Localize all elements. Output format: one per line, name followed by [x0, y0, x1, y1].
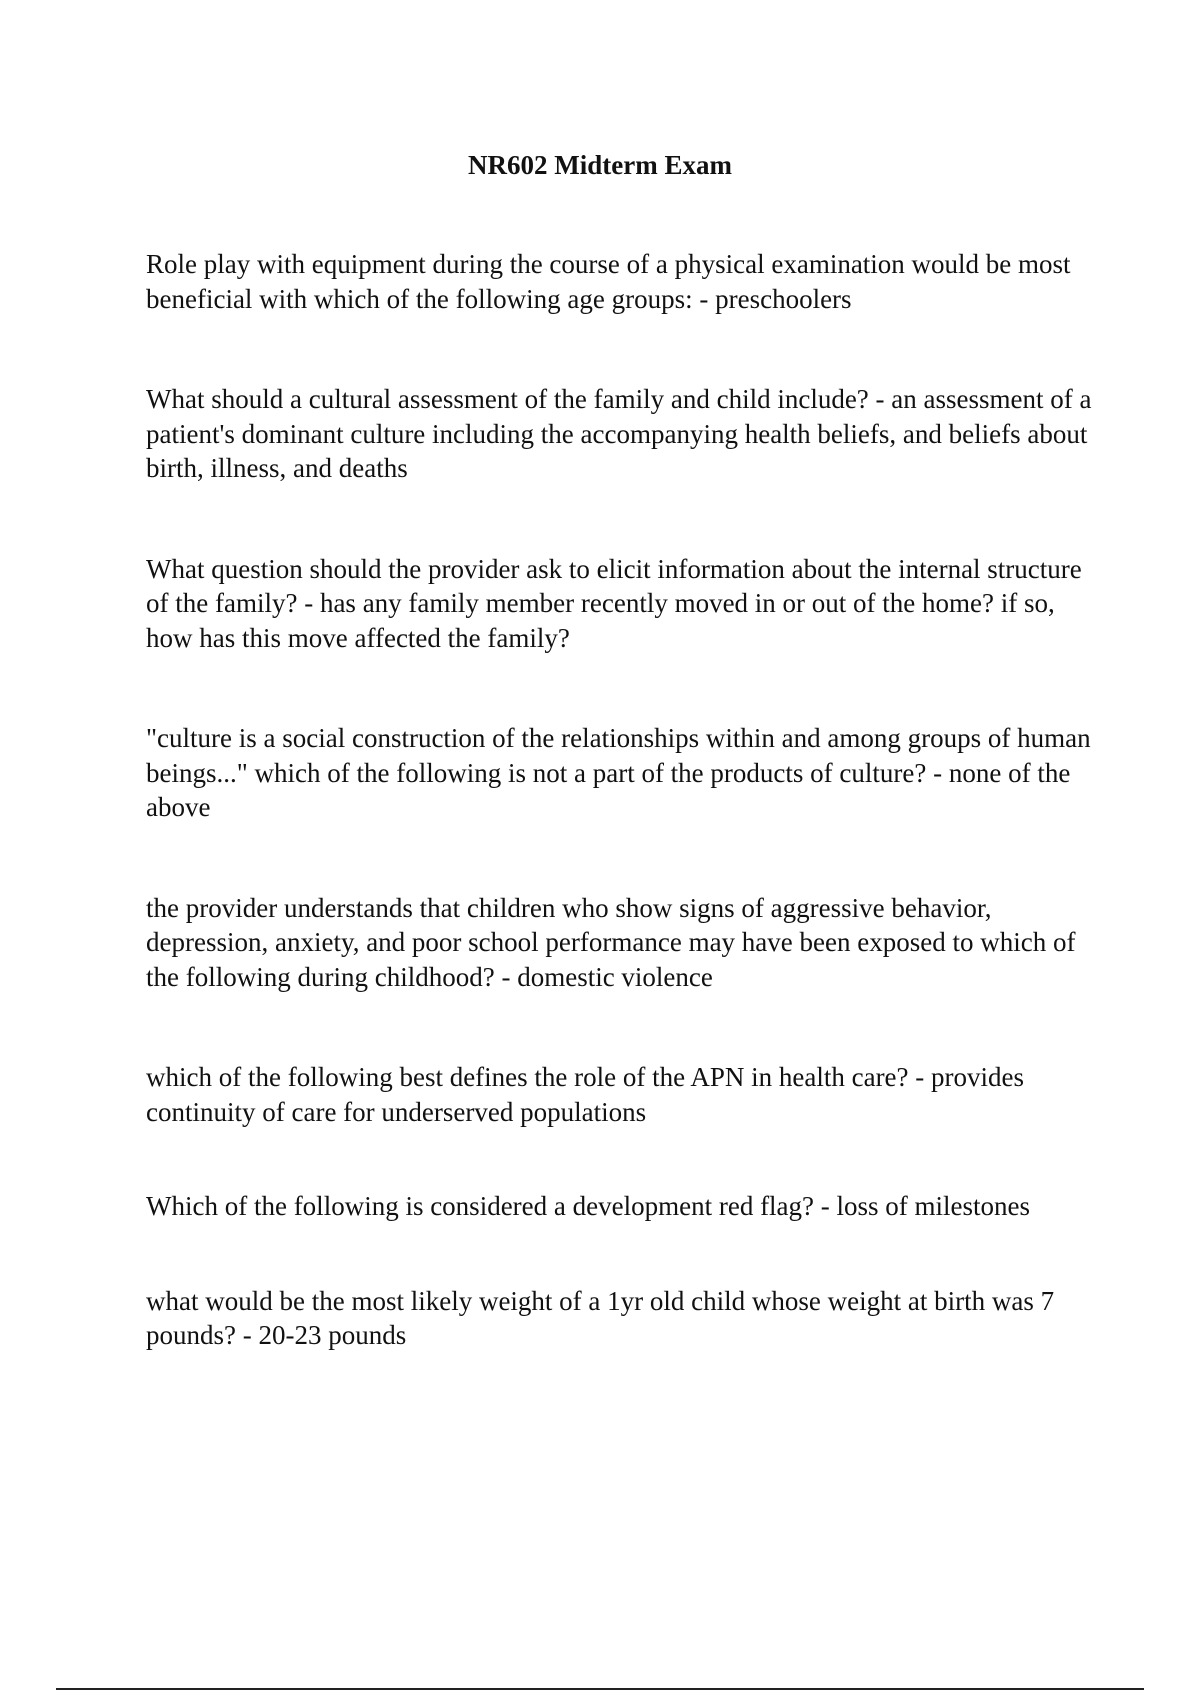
question-answer-item [146, 891, 1096, 995]
answer-text: loss of milestones [836, 1191, 1031, 1221]
question-text: What should a cultural assessment of the family and child include? [146, 384, 869, 414]
answer-text: none of the above [146, 757, 1071, 822]
answer-text: an assessment of a patient's dominant culture including the accompanying health beliefs, and beliefs about birth, illness, and deaths [146, 384, 1092, 483]
question-text: Which of the following is considered a development red flag? [146, 1191, 815, 1221]
question-text: "culture is a social construction of the relationships within and among groups of human beings..." which of the following is not a part of the products of culture? [146, 723, 1091, 788]
answer-text: 20-23 pounds [258, 1320, 407, 1350]
answer-separator: - [494, 961, 518, 992]
question-text: what would be the most likely weight of a 1yr old child whose weight at birth was 7 pounds? [146, 1285, 1055, 1350]
answer-text: domestic violence [517, 961, 713, 992]
answer-separator: - [692, 283, 716, 314]
answer-separator: - [926, 757, 949, 788]
answer-separator: - [868, 384, 892, 414]
question-answer-item [146, 552, 1096, 656]
question-answer-item [146, 1060, 1096, 1129]
answer-separator: - [297, 588, 320, 618]
answer-text: preschoolers [715, 283, 852, 314]
question-answer-item [146, 382, 1096, 486]
answer-text: has any family member recently moved in or out of the home? if so, how has this move affected the family? [146, 588, 1055, 653]
question-answer-item [146, 1284, 1096, 1353]
question-answer-item [146, 247, 1096, 316]
question-answer-list [146, 247, 1096, 1353]
question-text: which of the following best defines the role of the APN in health care? [146, 1062, 909, 1092]
question-answer-item [146, 1189, 1096, 1224]
question-answer-item [146, 721, 1096, 825]
answer-separator: - [814, 1191, 837, 1221]
question-text: What question should the provider ask to elicit information about the internal structure of the family? [146, 553, 1082, 618]
answer-separator: - [236, 1320, 259, 1350]
question-text: Role play with equipment during the course of a physical examination would be most beneficial with which of the following age groups: [146, 249, 1071, 314]
footer-divider [56, 1688, 1144, 1690]
answer-text: provides continuity of care for underserved populations [146, 1062, 1025, 1127]
answer-separator: - [908, 1062, 932, 1092]
question-text: the provider understands that children who show signs of aggressive behavior, depression, anxiety, and poor school performance may have been exposed to which of the following during childhood? [146, 892, 1076, 992]
document-title: NR602 Midterm Exam [468, 150, 732, 180]
